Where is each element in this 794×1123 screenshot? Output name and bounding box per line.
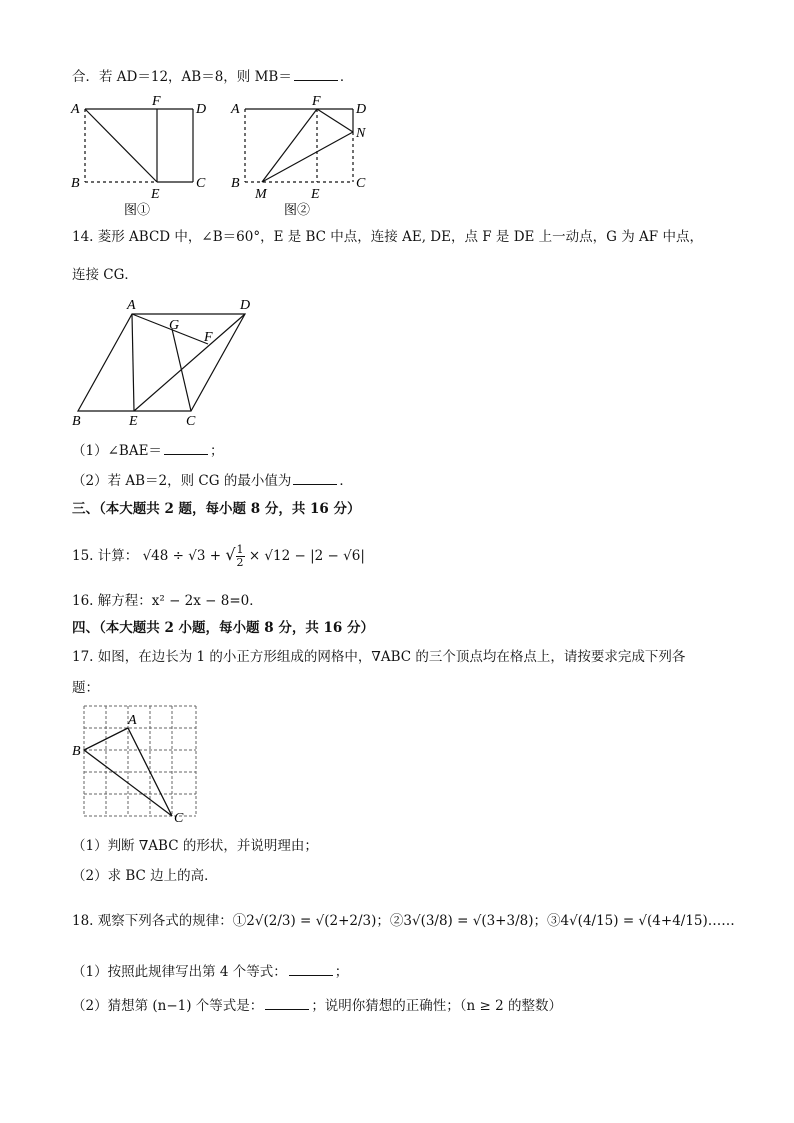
point-label: M <box>255 187 267 202</box>
point-label: N <box>356 126 366 141</box>
q14-line-2: 连接 CG． <box>72 267 138 283</box>
q18-part-1: （1）按照此规律写出第 4 个等式： ； <box>72 964 349 980</box>
q17-part-1: （1）判断 ∇ABC 的形状，并说明理由； <box>72 838 318 854</box>
point-label: C <box>186 414 196 429</box>
q18-part-2: （2）猜想第 (n−1) 个等式是： ；说明你猜想的正确性；（n ≥ 2 的整数） <box>72 998 563 1014</box>
point-label: B <box>71 176 80 191</box>
point-label: C <box>356 176 366 191</box>
q18-line: 18. 观察下列各式的规律：①2√(2/3) = √(2+2/3)；②3√(3/8) = √(3+3/8)；③4√(4/15) = √(4+4/15)…… <box>72 913 735 929</box>
point-label: D <box>240 298 251 313</box>
q15-line: 15. 计算： √48 ÷ √3 + √ $\frac{1}{2}$ × √12 − |2 − √6| <box>72 543 365 569</box>
point-label: B <box>231 176 240 191</box>
point-label: C <box>174 811 184 825</box>
answer-blank[interactable] <box>293 471 337 485</box>
section-4-heading: 四、（本大题共 2 小题，每小题 8 分，共 16 分） <box>72 620 375 636</box>
q13-figure-1 <box>68 94 218 220</box>
point-label: B <box>72 414 81 429</box>
point-label: D <box>356 102 367 117</box>
q13-line: 合．若 AD＝12，AB＝8，则 MB＝ ． <box>72 69 354 85</box>
point-label: G <box>169 318 180 333</box>
q17-line-2: 题： <box>72 680 99 696</box>
q17-part-2: （2）求 BC 边上的高． <box>72 868 218 884</box>
q16-line: 16. 解方程：x² − 2x − 8=0． <box>72 593 263 609</box>
point-label: F <box>152 94 161 109</box>
q17-line-1: 17. 如图，在边长为 1 的小正方形组成的网格中，∇ABC 的三个顶点均在格点上，请按要求完成下列各 <box>72 649 686 665</box>
point-label: A <box>127 298 136 313</box>
figure-caption: 图① <box>124 202 151 217</box>
q14-part-2: （2）若 AB＝2，则 CG 的最小值为 ． <box>72 473 353 489</box>
q13-figure-2 <box>228 94 378 220</box>
point-label: D <box>196 102 207 117</box>
point-label: C <box>196 176 206 191</box>
point-label: E <box>311 187 320 202</box>
answer-blank[interactable] <box>265 996 309 1010</box>
section-3-heading: 三、（本大题共 2 题，每小题 8 分，共 16 分） <box>72 501 361 517</box>
point-label: A <box>71 102 80 117</box>
point-label: A <box>231 102 240 117</box>
point-label: A <box>128 713 137 728</box>
q14-part-1: （1）∠BAE＝ ； <box>72 443 224 459</box>
fraction: $\frac{1}{2}$ <box>236 543 244 569</box>
answer-blank[interactable] <box>294 67 338 81</box>
q17-grid-figure <box>68 700 208 825</box>
point-label: E <box>151 187 160 202</box>
answer-blank[interactable] <box>289 962 333 976</box>
point-label: F <box>312 94 321 109</box>
point-label: E <box>129 414 138 429</box>
answer-blank[interactable] <box>164 441 208 455</box>
point-label: F <box>204 330 213 345</box>
point-label: B <box>72 744 81 759</box>
figure-caption: 图② <box>284 202 311 217</box>
q14-figure <box>68 294 268 432</box>
q14-line-1: 14. 菱形 ABCD 中，∠B＝60°，E 是 BC 中点，连接 AE, DE，点 F 是 DE 上一动点，G 为 AF 中点， <box>72 229 703 245</box>
